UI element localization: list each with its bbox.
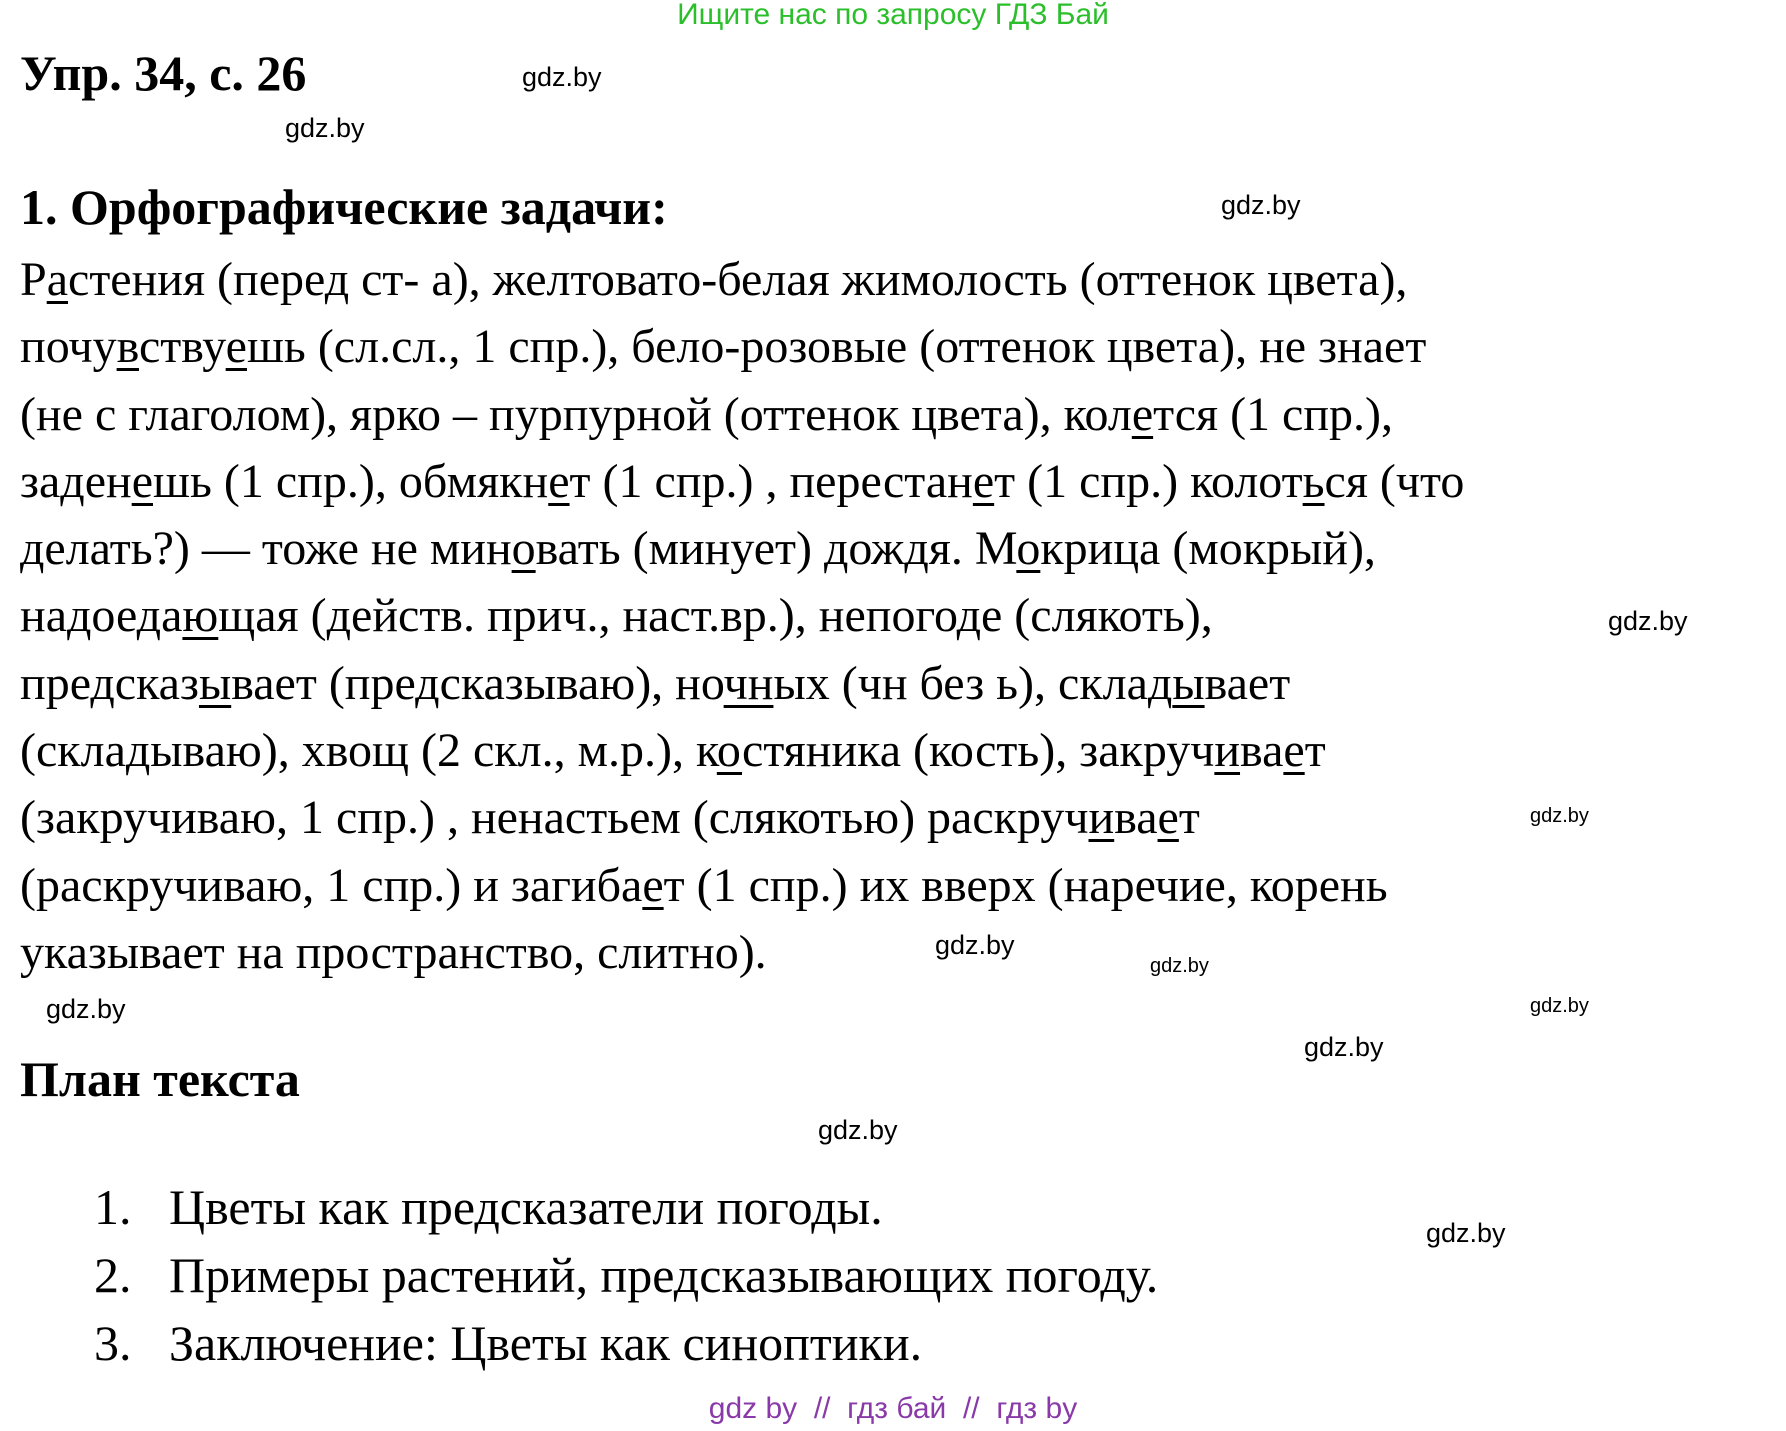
- underlined-letter: е: [1283, 724, 1305, 778]
- underlined-letter: о: [716, 724, 743, 778]
- plan-item-number: 3.: [94, 1315, 132, 1371]
- text-segment: предсказ: [20, 656, 199, 710]
- watermark: gdz.by: [46, 994, 126, 1024]
- text-segment: почу: [20, 320, 117, 374]
- plan-item: [0, 1309, 1786, 1377]
- plan-item-number: 1.: [94, 1179, 132, 1235]
- underlined-letter: е: [1157, 791, 1179, 845]
- watermark: gdz.by: [522, 62, 602, 92]
- text-line: [20, 582, 1213, 649]
- underlined-letter: и: [1214, 724, 1241, 778]
- text-segment: (раскручиваю, 1 спр.) и загиба: [20, 858, 643, 912]
- text-segment: (складываю), хвощ (2 скл., м.р.), к: [20, 724, 717, 778]
- underlined-letter: ы: [1172, 656, 1205, 710]
- underlined-letter: ь: [1302, 454, 1325, 508]
- text-segment: (не с глаголом), ярко – пурпурной (оттенок цвета), кол: [20, 387, 1132, 441]
- watermark: gdz.by: [1150, 955, 1209, 977]
- underlined-letter: е: [225, 320, 247, 374]
- text-segment: т (1 спр.) их вверх (наречие, корень: [663, 858, 1388, 912]
- plan-item-text: Цветы как предсказатели погоды.: [169, 1179, 883, 1235]
- plan-heading: План текста: [20, 1051, 300, 1107]
- exercise-title: Упр. 34, с. 26: [20, 45, 307, 101]
- text-segment: т (1 спр.) колот: [994, 454, 1303, 508]
- text-segment: (закручиваю, 1 спр.) , ненастьем (слякотью) раскруч: [20, 791, 1089, 845]
- text-segment: Р: [20, 253, 47, 306]
- watermark: gdz.by: [1426, 1218, 1506, 1248]
- plan-item: [0, 1241, 1786, 1309]
- text-segment: стения (перед ст- а), желтовато-белая жимолость (оттенок цвета),: [68, 253, 1408, 306]
- underlined-letter: ю: [182, 589, 219, 643]
- text-line: [20, 650, 1290, 717]
- underlined-letter: в: [116, 320, 139, 374]
- top-banner: Ищите нас по запросу ГДЗ Бай: [677, 0, 1109, 31]
- underlined-letter: е: [548, 454, 570, 508]
- watermark: gdz.by: [1221, 190, 1301, 220]
- text-segment: ству: [138, 320, 226, 374]
- underlined-letter: е: [1131, 387, 1154, 441]
- text-segment: ва: [1240, 724, 1284, 778]
- watermark: gdz.by: [1304, 1032, 1384, 1062]
- text-segment: щая (действ. прич., наст.вр.), непогоде (слякоть),: [218, 589, 1213, 643]
- watermark: gdz.by: [1530, 995, 1589, 1017]
- text-segment: вает: [1204, 656, 1291, 710]
- underlined-letter: ы: [198, 656, 232, 710]
- text-segment: заден: [20, 454, 132, 508]
- text-line: [20, 852, 1388, 919]
- section-heading-spelling: 1. Орфографические задачи:: [20, 179, 668, 235]
- text-segment: делать?) — тоже не мин: [20, 522, 512, 576]
- text-segment: ва: [1114, 791, 1158, 845]
- underlined-letter: о: [1016, 522, 1041, 576]
- watermark: gdz.by: [818, 1115, 898, 1145]
- text-line: [20, 246, 1407, 313]
- text-segment: вать (минует) дождя. М: [535, 522, 1017, 576]
- underlined-letter: е: [642, 858, 664, 912]
- underlined-letter: е: [131, 454, 153, 508]
- text-line: [20, 313, 1426, 380]
- watermark: gdz.by: [1608, 606, 1688, 636]
- text-segment: вает (предсказываю), но: [231, 656, 724, 710]
- watermark: gdz.by: [935, 930, 1015, 960]
- underlined-letter: е: [972, 454, 995, 508]
- plan-item: [0, 1173, 1786, 1241]
- text-line: [20, 448, 1464, 515]
- text-segment: стяника (кость), закруч: [742, 724, 1215, 778]
- text-segment: надоеда: [20, 589, 183, 643]
- text-segment: т: [1178, 791, 1200, 845]
- spelling-tasks-text: [20, 246, 1464, 986]
- text-segment: крица (мокрый),: [1040, 522, 1376, 576]
- plan-item-number: 2.: [94, 1247, 132, 1303]
- underlined-letter: о: [511, 522, 536, 576]
- watermark: gdz.by: [285, 113, 365, 143]
- text-line: [20, 919, 767, 986]
- plan-item-text: Примеры растений, предсказывающих погоду.: [169, 1247, 1159, 1303]
- bottom-banner: gdz by // гдз бай // гдз by: [708, 1392, 1078, 1425]
- underlined-letter: а: [46, 253, 69, 306]
- text-segment: т (1 спр.) , перестан: [569, 454, 973, 508]
- text-segment: шь (1 спр.), обмякн: [153, 454, 549, 508]
- text-segment: тся (1 спр.),: [1153, 387, 1394, 441]
- text-segment: ся (что: [1324, 454, 1465, 508]
- text-segment: указывает на пространство, слитно).: [20, 925, 767, 979]
- watermark: gdz.by: [1530, 805, 1589, 827]
- text-line: [20, 717, 1326, 784]
- plan-item-text: Заключение: Цветы как синоптики.: [169, 1315, 923, 1371]
- underlined-letter: и: [1088, 791, 1115, 845]
- text-line: [20, 515, 1376, 582]
- text-segment: т: [1304, 724, 1326, 778]
- underlined-letter: чн: [723, 656, 774, 710]
- text-line: [20, 784, 1200, 851]
- text-segment: ых (чн без ь), склад: [773, 656, 1173, 710]
- text-segment: шь (сл.сл., 1 спр.), бело-розовые (оттенок цвета), не знает: [246, 320, 1427, 374]
- plan-list: [0, 1173, 1786, 1377]
- text-line: [20, 381, 1393, 448]
